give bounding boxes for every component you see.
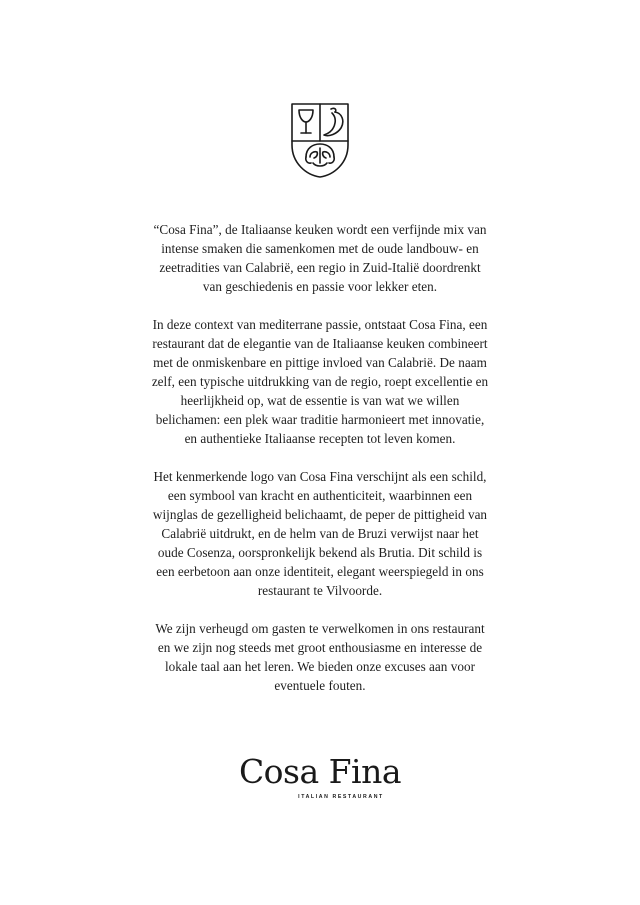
brand-name: Cosa Fina — [238, 752, 402, 791]
paragraph-intro: “Cosa Fina”, de Italiaanse keuken wordt een verfijnde mix van intense smaken die samenkomen met de oude landbouw- en zeetradities van Calabrië, een regio in Zuid-Italië doordrenkt van geschiedenis en passie voor lekker eten. — [153, 222, 487, 294]
intro-text — [150, 220, 490, 714]
paragraph-logo: Het kenmerkende logo van Cosa Fina verschijnt als een schild, een symbool van kracht en authenticiteit, waarbinnen een wijnglas de gezelligheid belichaamt, de peper de pittigheid van Calabrië uitdrukt, en de helm van de Bruzi verwijst naar het oude Cosenza, oorspronkelijk bekend als Brutia. Dit schild is een eerbetoon aan onze identiteit, elegant weerspiegeld in ons restaurant te Vilvoorde. — [152, 469, 488, 598]
brand-tagline: ITALIAN RESTAURANT — [298, 794, 384, 800]
paragraph-welcome: We zijn verheugd om gasten te verwelkomen in ons restaurant en we zijn nog steeds met groot enthousiasme en interesse de lokale taal aan het leren. We bieden onze excuses aan voor eventuele fouten. — [155, 621, 485, 693]
brand-logo — [0, 752, 640, 800]
paragraph-context: In deze context van mediterrane passie, ontstaat Cosa Fina, een restaurant dat de elegantie van de Italiaanse keuken combineert met de onmiskenbare en pittige invloed van Calabrië. De naam zelf, een typische uitdrukking van de regio, roept excellentie en heerlijkheid op, wat de essentie is van wat we willen belichamen: een plek waar traditie harmonieert met innovatie, en authentieke Italiaanse recepten tot leven komen. — [151, 317, 489, 446]
shield-crest-icon — [286, 101, 354, 179]
shield-logo — [286, 101, 354, 179]
